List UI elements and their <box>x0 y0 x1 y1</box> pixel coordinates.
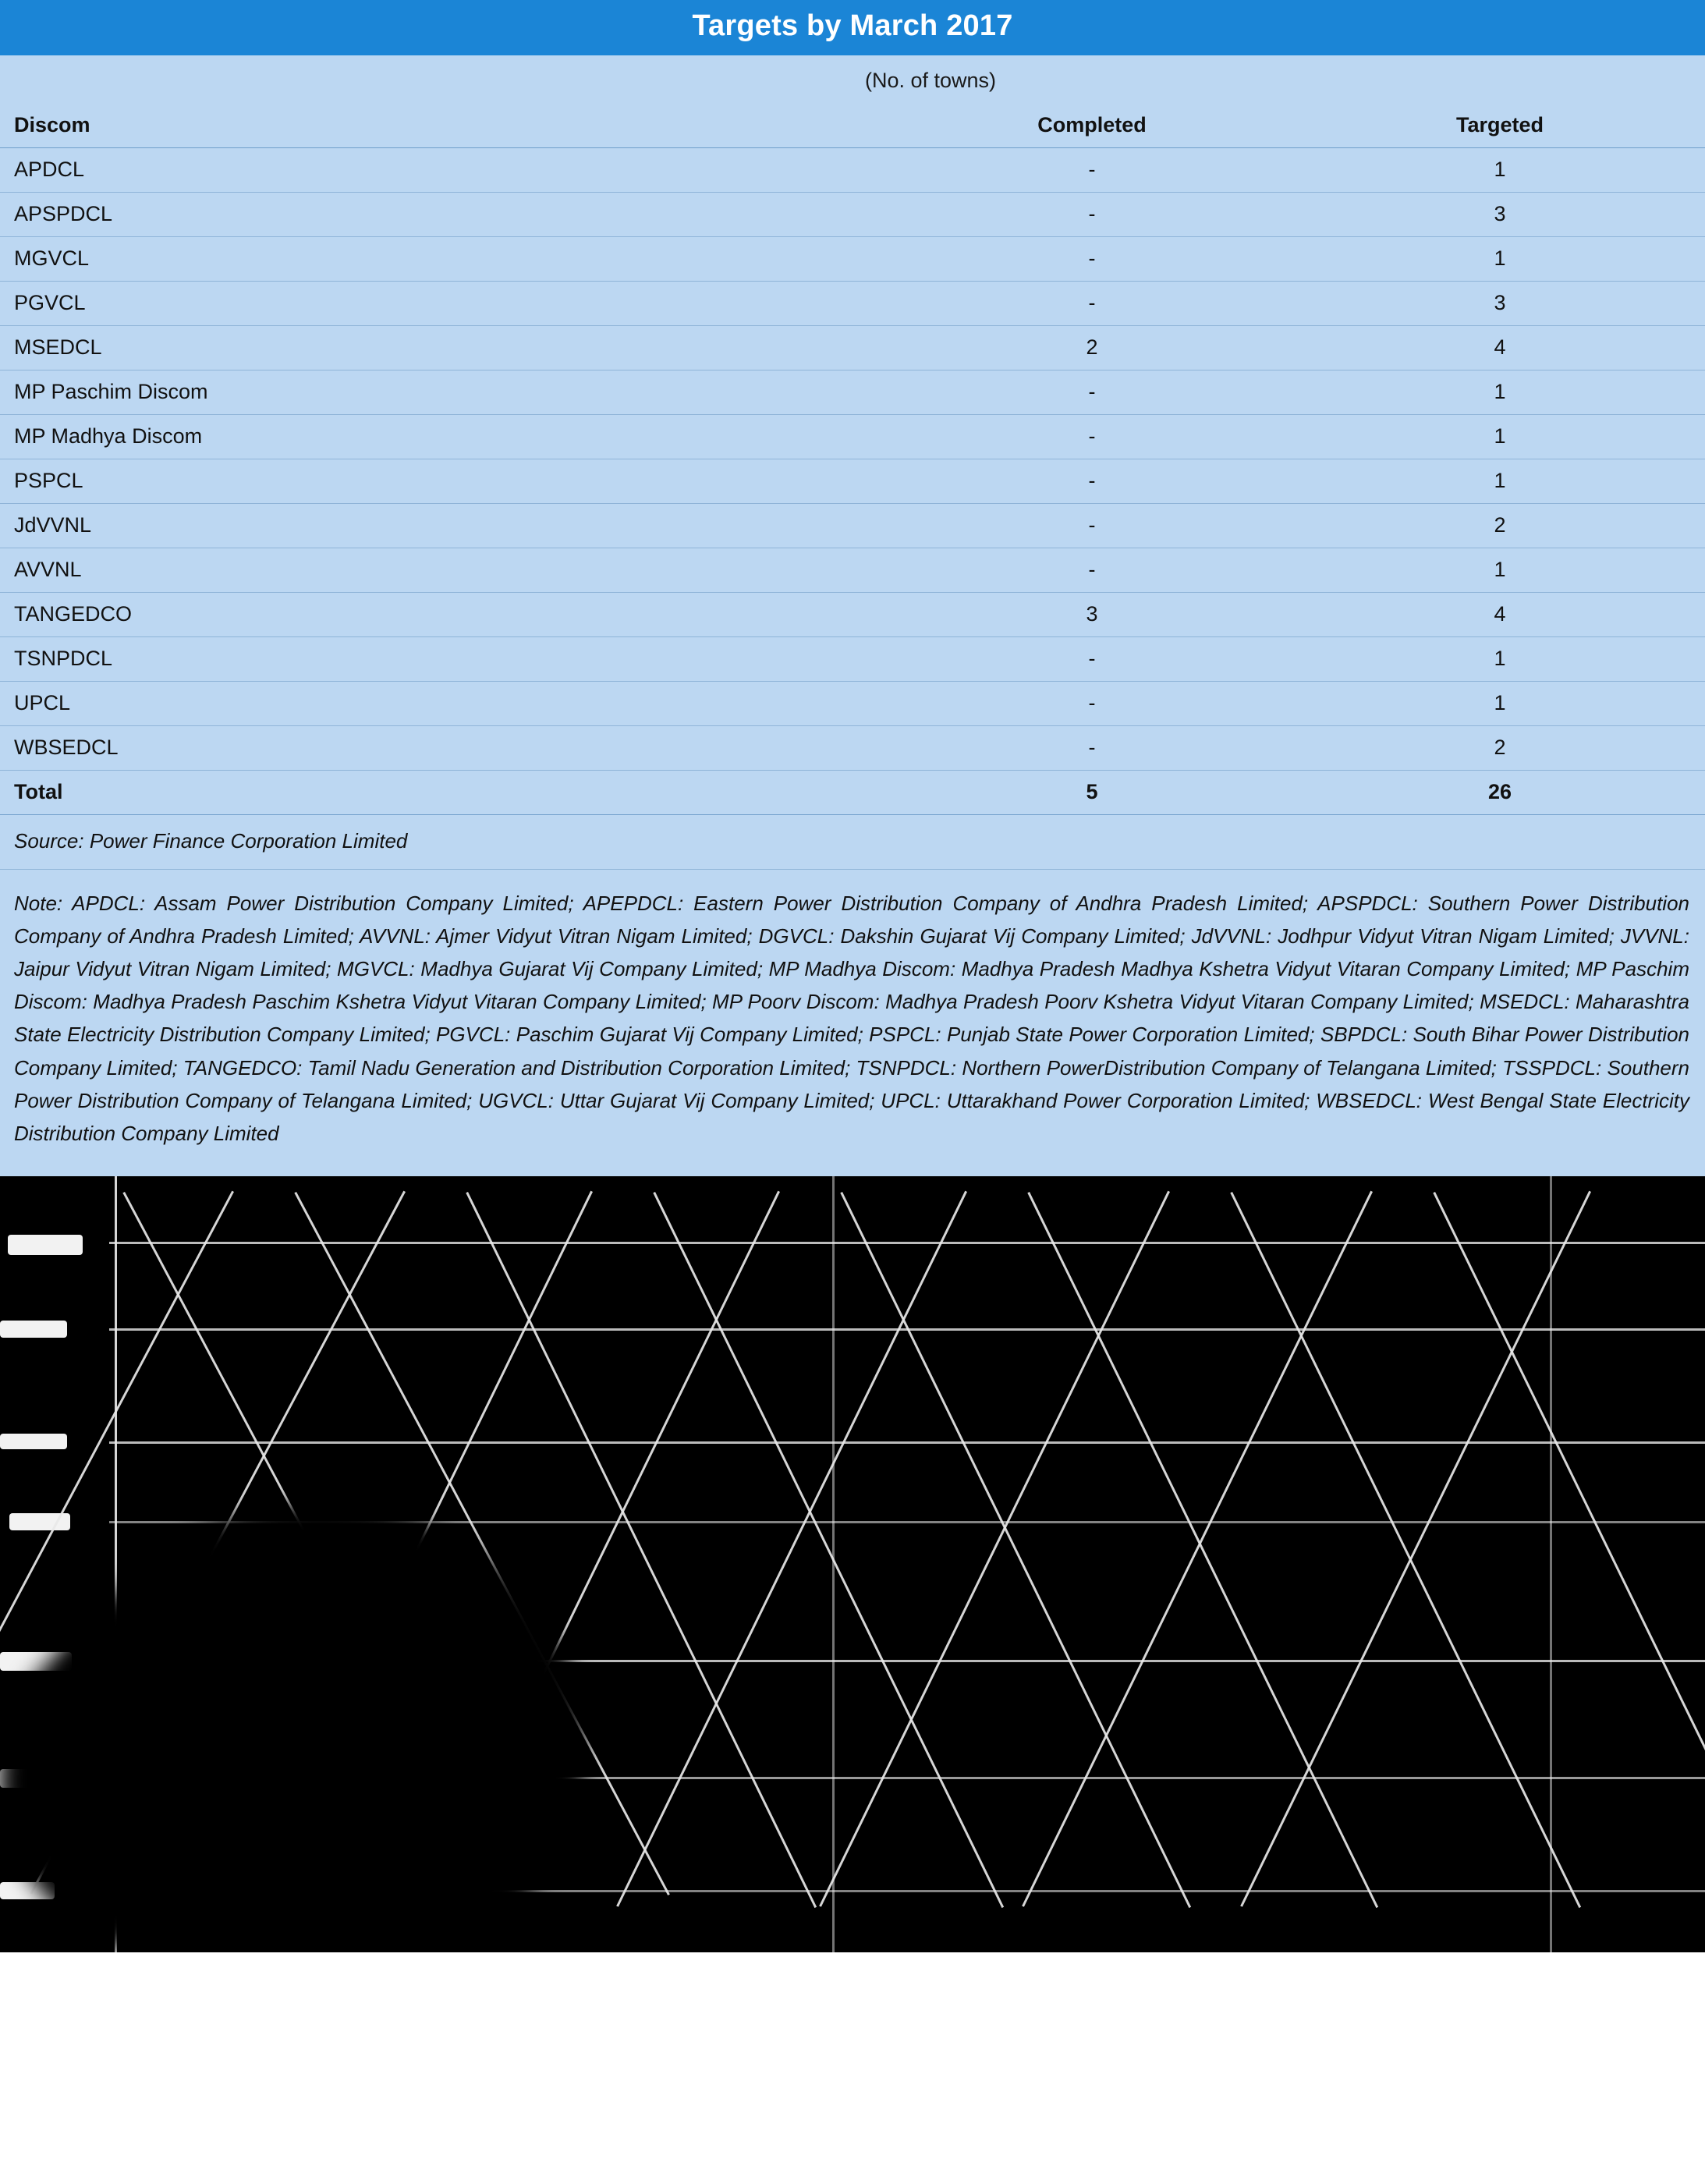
cell-targeted: 1 <box>1295 459 1705 504</box>
cell-completed: 2 <box>889 326 1295 370</box>
cell-completed: - <box>889 193 1295 237</box>
cell-discom: MP Madhya Discom <box>0 415 889 459</box>
cell-completed: - <box>889 682 1295 726</box>
utility-pole <box>1550 1176 1552 1952</box>
cell-completed: - <box>889 370 1295 415</box>
cell-total-label: Total <box>0 771 889 815</box>
cell-completed: - <box>889 237 1295 282</box>
table-row <box>0 682 1705 726</box>
utility-pole <box>832 1176 835 1952</box>
cell-completed: - <box>889 282 1295 326</box>
power-line-diagonal <box>1433 1192 1705 1908</box>
source-line: Source: Power Finance Corporation Limited <box>0 815 1705 870</box>
table-row <box>0 637 1705 682</box>
cell-completed: 3 <box>889 593 1295 637</box>
power-line-diagonal <box>840 1192 1191 1908</box>
cell-targeted: 1 <box>1295 637 1705 682</box>
power-line-diagonal <box>1022 1191 1373 1907</box>
cell-targeted: 1 <box>1295 237 1705 282</box>
cell-targeted: 3 <box>1295 282 1705 326</box>
cell-targeted: 1 <box>1295 370 1705 415</box>
photo-overhead-wires <box>0 1176 1705 1952</box>
street-lamp <box>8 1235 83 1255</box>
table-row <box>0 237 1705 282</box>
power-line-diagonal <box>1027 1192 1378 1908</box>
cell-discom: PGVCL <box>0 282 889 326</box>
table-row <box>0 726 1705 771</box>
cell-discom: APSPDCL <box>0 193 889 237</box>
cell-total-completed: 5 <box>889 771 1295 815</box>
table-header-row <box>0 104 1705 148</box>
cell-targeted: 1 <box>1295 415 1705 459</box>
column-header-targeted: Targeted <box>1295 104 1705 148</box>
cell-total-targeted: 26 <box>1295 771 1705 815</box>
table-head <box>0 104 1705 148</box>
street-lamp <box>0 1321 67 1338</box>
cell-discom: TSNPDCL <box>0 637 889 682</box>
table-total-row <box>0 771 1705 815</box>
cell-completed: - <box>889 548 1295 593</box>
foreground-silhouette <box>0 1597 406 1952</box>
table-body <box>0 148 1705 815</box>
targets-table <box>0 104 1705 815</box>
street-lamp <box>0 1434 67 1449</box>
cell-completed: - <box>889 148 1295 193</box>
table-row <box>0 326 1705 370</box>
table-row <box>0 593 1705 637</box>
cell-completed: - <box>889 726 1295 771</box>
cell-targeted: 1 <box>1295 682 1705 726</box>
power-line-diagonal <box>1240 1191 1591 1907</box>
cell-discom: WBSEDCL <box>0 726 889 771</box>
cell-discom: JdVVNL <box>0 504 889 548</box>
unit-label: (No. of towns) <box>864 69 997 92</box>
cell-discom: APDCL <box>0 148 889 193</box>
cell-targeted: 2 <box>1295 504 1705 548</box>
table-row <box>0 193 1705 237</box>
table-row <box>0 415 1705 459</box>
table-row <box>0 504 1705 548</box>
table-row <box>0 370 1705 415</box>
table-row <box>0 282 1705 326</box>
cell-discom: AVVNL <box>0 548 889 593</box>
cell-discom: MP Paschim Discom <box>0 370 889 415</box>
cell-targeted: 4 <box>1295 593 1705 637</box>
table-row <box>0 548 1705 593</box>
cell-targeted: 4 <box>1295 326 1705 370</box>
table-row <box>0 148 1705 193</box>
power-line-horizontal <box>109 1242 1705 1244</box>
cell-discom: MGVCL <box>0 237 889 282</box>
power-line-diagonal <box>616 1191 967 1907</box>
unit-label-row <box>0 55 1705 104</box>
power-line-diagonal <box>653 1192 1004 1908</box>
cell-targeted: 2 <box>1295 726 1705 771</box>
table-row <box>0 459 1705 504</box>
cell-discom: MSEDCL <box>0 326 889 370</box>
cell-discom: UPCL <box>0 682 889 726</box>
table-title: Targets by March 2017 <box>0 0 1705 55</box>
cell-completed: - <box>889 637 1295 682</box>
cell-targeted: 1 <box>1295 548 1705 593</box>
cell-completed: - <box>889 459 1295 504</box>
cell-discom: TANGEDCO <box>0 593 889 637</box>
cell-targeted: 1 <box>1295 148 1705 193</box>
cell-discom: PSPCL <box>0 459 889 504</box>
note-block: Note: APDCL: Assam Power Distribution Company Limited; APEPDCL: Eastern Power Distribution Company of Andhra Pradesh Limited; APSPDCL: Southern Power Distribution Company of Andhra Pradesh Limited; AVVNL: Ajmer Vidyut Vitran Nigam Limited; DGVCL: Dakshin Gujarat Vij Company Limited; JdVVNL: Jodhpur Vidyut Vitran Nigam Limited; JVVNL: Jaipur Vidyut Vitran Nigam Limited; MGVCL: Madhya Gujarat Vij Company Limited; MP Madhya Discom: Madhya Pradesh Madhya Kshetra Vidyut Vitaran Company Limited; MP Paschim Discom: Madhya Pradesh Paschim Kshetra Vidyut Vitaran Company Limited; MP Poorv Discom: Madhya Pradesh Poorv Kshetra Vidyut Vitaran Company Limited; MSEDCL: Maharashtra State Electricity Distribution Company Limited; PGVCL: Paschim Gujarat Vij Company Limited; PSPCL: Punjab State Power Corporation Limited; SBPDCL: South Bihar Power Distribution Company Limited; TANGEDCO: Tamil Nadu Generation and Distribution Corporation Limited; TSNPDCL: Northern PowerDistribution Company of Telangana Limited; TSSPDCL: Southern Power Distribution Company of Telangana Limited; UGVCL: Uttar Gujarat Vij Company Limited; UPCL: Uttarakhand Power Corporation Limited; WBSEDCL: West Bengal State Electricity Distribution Company Limited <box>14 892 1689 1145</box>
cell-targeted: 3 <box>1295 193 1705 237</box>
power-line-diagonal <box>819 1191 1170 1907</box>
column-header-discom: Discom <box>0 104 889 148</box>
cell-completed: - <box>889 504 1295 548</box>
column-header-completed: Completed <box>889 104 1295 148</box>
cell-completed: - <box>889 415 1295 459</box>
power-line-diagonal <box>1230 1192 1581 1908</box>
